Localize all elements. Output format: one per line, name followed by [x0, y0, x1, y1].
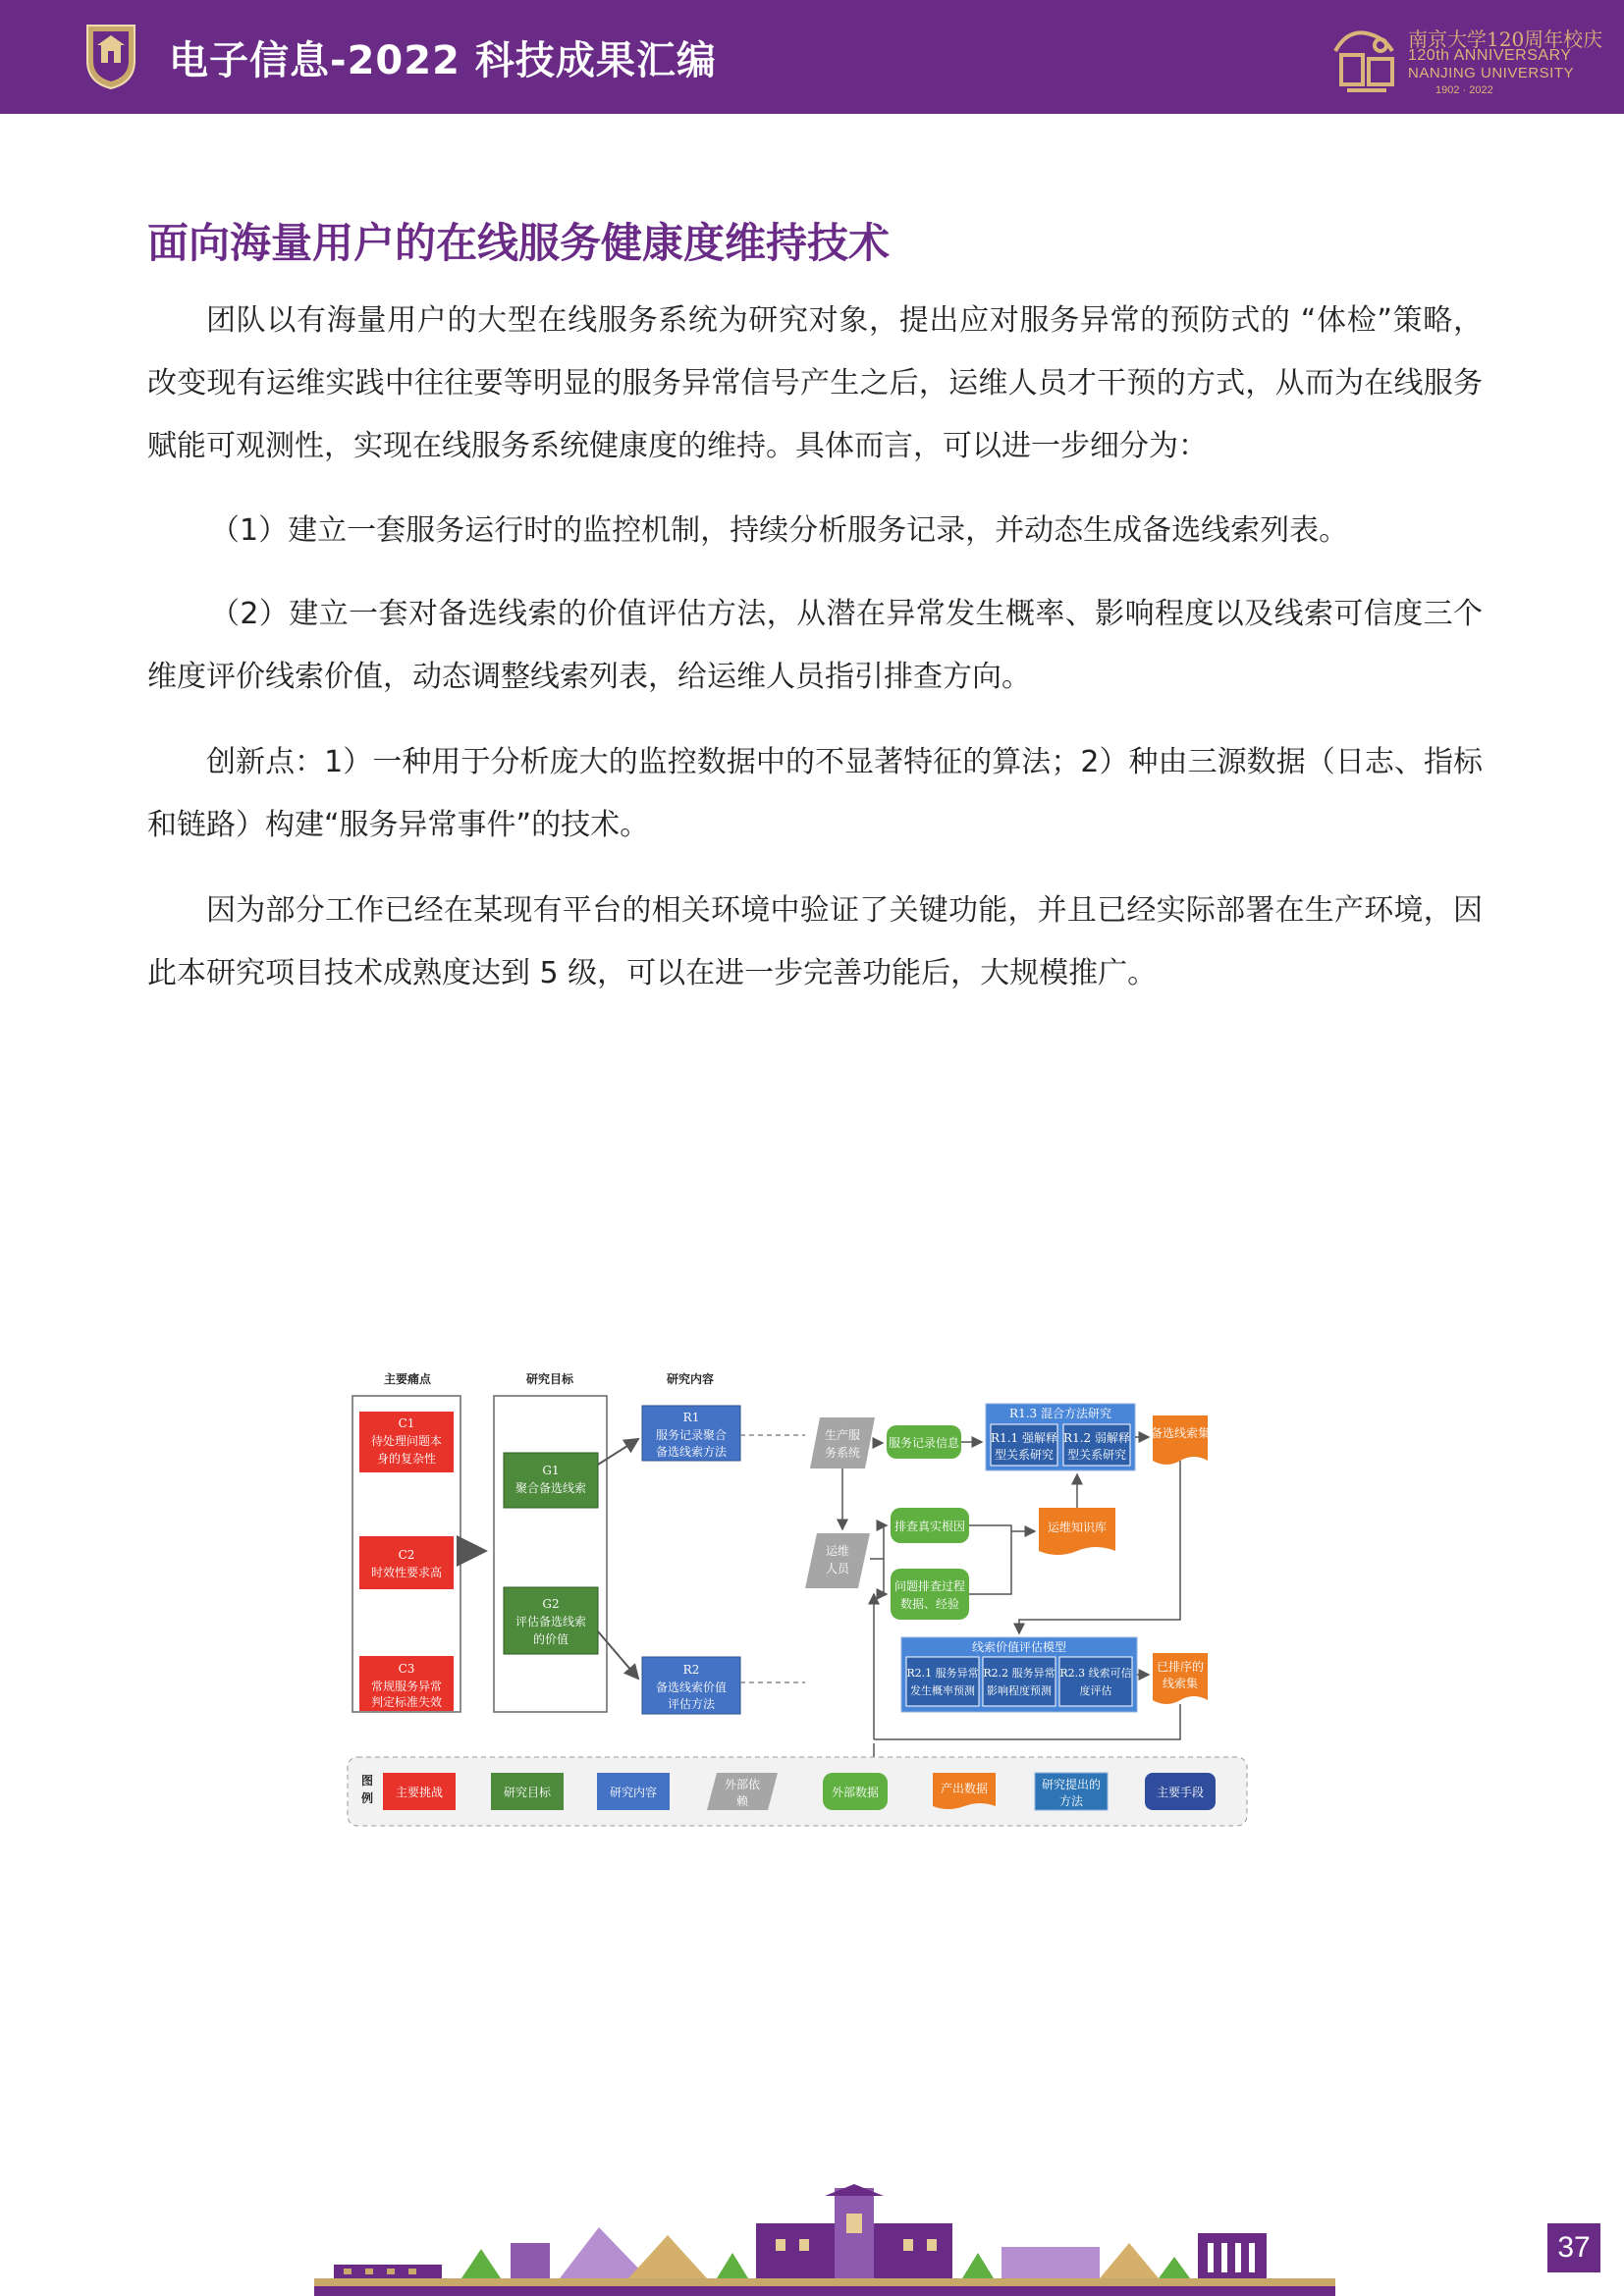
- paragraph-intro: 团队以有海量用户的大型在线服务系统为研究对象，提出应对服务异常的预防式的 “体检”策略，改变现有运维实践中往往要等明显的服务异常信号产生之后，运维人员才干预的方式，从而为在线服务赋能可观测性，实现在线服务系统健康度的维持。具体而言，可以进一步细分为：: [147, 303, 1483, 463]
- svg-text:生产服: 生产服: [824, 1428, 861, 1442]
- box-service-record: [887, 1425, 961, 1459]
- paragraph-item-2: （2）建立一套对备选线索的价值评估方法，从潜在异常发生概率、影响程度以及线索可信度三个维度评价线索价值，动态调整线索列表，给运维人员指引排查方向。: [147, 597, 1483, 694]
- box-g2: [504, 1587, 598, 1654]
- page-number: 37: [1547, 2223, 1600, 2272]
- svg-text:主要挑战: 主要挑战: [395, 1786, 444, 1799]
- svg-text:备选线索方法: 备选线索方法: [655, 1445, 728, 1459]
- box-r13-group: [986, 1404, 1135, 1470]
- anniversary-line3: NANJING UNIVERSITY: [1408, 65, 1575, 81]
- svg-text:聚合备选线索: 聚合备选线索: [514, 1481, 587, 1495]
- box-sorted-set: [1153, 1653, 1208, 1704]
- anniversary-line1: 南京大学120周年校庆: [1408, 27, 1603, 51]
- box-candidate-set: [1151, 1415, 1210, 1465]
- svg-text:备选线索价值: 备选线索价值: [655, 1681, 728, 1694]
- header-title: 电子信息-2022 科技成果汇编: [169, 38, 717, 83]
- col-header-pain: 主要痛点: [383, 1372, 432, 1386]
- campus-skyline-illustration: [314, 2184, 1335, 2296]
- svg-text:赖: 赖: [735, 1794, 749, 1808]
- box-c1: [359, 1412, 454, 1472]
- box-ops-staff: [805, 1533, 870, 1588]
- svg-text:身的复杂性: 身的复杂性: [376, 1452, 437, 1466]
- svg-text:问题排查过程: 问题排查过程: [893, 1579, 966, 1593]
- svg-text:运维: 运维: [825, 1544, 850, 1558]
- svg-text:的价值: 的价值: [532, 1632, 569, 1646]
- box-knowledge-base: [1039, 1508, 1115, 1555]
- svg-text:度评估: 度评估: [1079, 1684, 1112, 1697]
- svg-text:线索价值评估模型: 线索价值评估模型: [971, 1640, 1067, 1654]
- box-troubleshoot-data: [891, 1569, 969, 1620]
- svg-text:待处理问题本: 待处理问题本: [370, 1434, 443, 1448]
- svg-text:已排序的: 已排序的: [1156, 1660, 1205, 1674]
- svg-text:R1.2 弱解释: R1.2 弱解释: [1063, 1431, 1130, 1445]
- university-crest-icon: [83, 22, 138, 90]
- paragraph-innovation: 创新点：1）一种用于分析庞大的监控数据中的不显著特征的算法；2）种由三源数据（日志、指标和链路）构建“服务异常事件”的技术。: [147, 745, 1483, 842]
- svg-text:例: 例: [360, 1791, 374, 1805]
- box-g1: [504, 1453, 598, 1508]
- svg-text:常规服务异常: 常规服务异常: [370, 1680, 443, 1693]
- svg-text:型关系研究: 型关系研究: [994, 1448, 1055, 1462]
- svg-text:数据、经验: 数据、经验: [899, 1597, 960, 1611]
- svg-text:务系统: 务系统: [824, 1446, 861, 1460]
- box-c3: [359, 1656, 454, 1711]
- box-r2: [642, 1657, 740, 1714]
- svg-text:R2.3 线索可信: R2.3 线索可信: [1059, 1667, 1132, 1680]
- svg-text:时效性要求高: 时效性要求高: [370, 1566, 443, 1579]
- svg-text:外部数据: 外部数据: [831, 1786, 880, 1799]
- section-title: 面向海量用户的在线服务健康度维持技术: [147, 219, 891, 267]
- col-header-goal: 研究目标: [525, 1372, 574, 1386]
- box-root-cause: [891, 1508, 969, 1543]
- svg-text:服务记录聚合: 服务记录聚合: [655, 1428, 728, 1442]
- svg-text:产出数据: 产出数据: [940, 1782, 989, 1795]
- svg-text:运维知识库: 运维知识库: [1047, 1521, 1108, 1534]
- box-r1: [642, 1406, 740, 1461]
- svg-text:研究内容: 研究内容: [609, 1786, 658, 1799]
- svg-text:评估备选线索: 评估备选线索: [514, 1615, 587, 1629]
- svg-text:C3: C3: [398, 1662, 415, 1676]
- research-framework-diagram: [344, 1366, 1255, 1832]
- anniversary-line2: 120th ANNIVERSARY: [1408, 47, 1572, 64]
- svg-text:C1: C1: [398, 1416, 415, 1430]
- svg-text:影响程度预测: 影响程度预测: [987, 1684, 1052, 1697]
- svg-text:研究提出的: 研究提出的: [1041, 1778, 1102, 1791]
- goal-column-frame: [494, 1396, 607, 1712]
- anniversary-emblem-icon: [1327, 22, 1404, 100]
- svg-text:发生概率预测: 发生概率预测: [910, 1684, 975, 1697]
- svg-text:R2.1 服务异常: R2.1 服务异常: [906, 1667, 979, 1680]
- box-c2: [359, 1536, 454, 1589]
- svg-text:G2: G2: [542, 1597, 560, 1611]
- anniversary-logo: [1327, 22, 1603, 100]
- svg-text:方法: 方法: [1058, 1794, 1084, 1808]
- svg-text:G1: G1: [542, 1464, 560, 1477]
- col-header-content: 研究内容: [666, 1372, 715, 1386]
- legend: [348, 1757, 1247, 1826]
- box-eval-model: [901, 1637, 1137, 1712]
- svg-text:评估方法: 评估方法: [667, 1697, 716, 1711]
- anniversary-years: 1902 · 2022: [1435, 84, 1493, 96]
- svg-text:C2: C2: [398, 1548, 415, 1562]
- page-header: [0, 0, 1624, 114]
- svg-text:R1.3 混合方法研究: R1.3 混合方法研究: [1009, 1407, 1111, 1420]
- svg-text:判定标准失效: 判定标准失效: [370, 1695, 443, 1709]
- svg-text:服务记录信息: 服务记录信息: [888, 1436, 960, 1450]
- svg-text:研究目标: 研究目标: [503, 1786, 552, 1799]
- svg-text:R2.2 服务异常: R2.2 服务异常: [983, 1667, 1056, 1680]
- svg-text:型关系研究: 型关系研究: [1066, 1448, 1127, 1462]
- svg-text:主要手段: 主要手段: [1156, 1786, 1205, 1799]
- svg-text:人员: 人员: [825, 1562, 850, 1575]
- paragraph-item-1: （1）建立一套服务运行时的监控机制，持续分析服务记录，并动态生成备选线索列表。: [210, 513, 1349, 548]
- paragraph-maturity: 因为部分工作已经在某现有平台的相关环境中验证了关键功能，并且已经实际部署在生产环境，因此本研究项目技术成熟度达到 5 级，可以在进一步完善功能后，大规模推广。: [147, 893, 1483, 990]
- svg-text:排查真实根因: 排查真实根因: [893, 1520, 966, 1533]
- svg-text:线索集: 线索集: [1162, 1677, 1199, 1690]
- svg-text:R2: R2: [682, 1663, 700, 1677]
- svg-text:外部依: 外部依: [724, 1778, 761, 1791]
- svg-text:图: 图: [360, 1774, 374, 1788]
- svg-text:R1.1 强解释: R1.1 强解释: [991, 1431, 1057, 1445]
- svg-text:R1: R1: [682, 1411, 700, 1424]
- svg-text:备选线索集: 备选线索集: [1150, 1426, 1211, 1440]
